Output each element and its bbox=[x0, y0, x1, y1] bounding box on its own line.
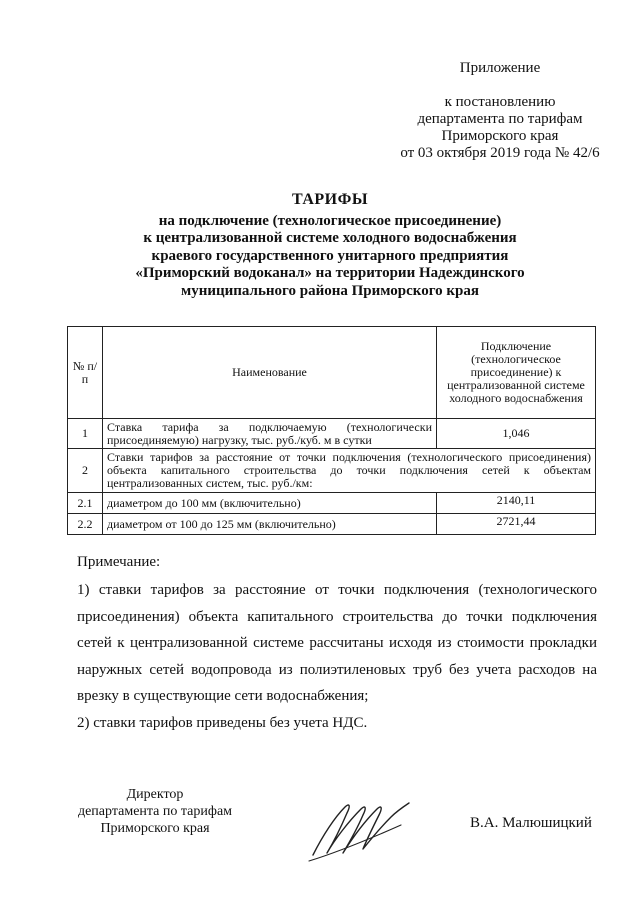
row-name: диаметром от 100 до 125 мм (включительно) bbox=[103, 514, 437, 535]
title-line: «Приморский водоканал» на территории Надеждинского bbox=[135, 265, 525, 281]
note-item: 1) ставки тарифов за расстояние от точки подключения (технологического присоединения) объекта капитального строительства до точки подключения сетей к централизованной системе рассчитаны исходя из стоимости прокладки наружных сетей водопровода из полиэтиленовых труб без учета расходов на врезку в существующие сети водоснабжения; bbox=[77, 582, 597, 704]
row-value: 2140,11 bbox=[437, 493, 596, 514]
appendix-line: к постановлению bbox=[444, 94, 556, 110]
appendix-line: Приморского края bbox=[441, 128, 559, 144]
signatory-name: В.А. Малюшицкий bbox=[470, 815, 592, 831]
notes-label: Примечание: bbox=[77, 554, 161, 570]
row-num: 1 bbox=[68, 419, 103, 449]
table-row bbox=[68, 449, 596, 493]
tariff-table bbox=[67, 326, 596, 535]
title-line: к централизованной системе холодного водоснабжения bbox=[143, 230, 517, 246]
row-name: диаметром до 100 мм (включительно) bbox=[103, 493, 437, 514]
row-num: 2 bbox=[68, 449, 103, 493]
signatory-title-line: департамента по тарифам bbox=[77, 804, 233, 819]
table-row bbox=[68, 493, 596, 514]
notes-section bbox=[77, 554, 597, 736]
title-line: краевого государственного унитарного предприятия bbox=[151, 247, 509, 264]
appendix-line: от 03 октября 2019 года № 42/6 bbox=[400, 145, 600, 161]
table-row bbox=[68, 514, 596, 535]
row-name: Ставки тарифов за расстояние от точки подключения (технологического присоединения) объекта капитального строительства до точки подключения сетей к объектам централизованных систем, тыс. руб./км: bbox=[103, 449, 596, 493]
header-name: Наименование bbox=[103, 327, 437, 419]
appendix-line: департамента по тарифам bbox=[417, 111, 583, 127]
appendix-heading: Приложение bbox=[459, 60, 541, 76]
handwritten-signature bbox=[305, 795, 415, 865]
table-row bbox=[68, 419, 596, 449]
header-value: Подключение (технологическое присоединение) к централизованной системе холодного водоснабжения bbox=[437, 327, 596, 419]
signatory-title-line: Директор bbox=[126, 787, 184, 802]
table-header-row bbox=[68, 327, 596, 419]
row-value: 1,046 bbox=[437, 419, 596, 449]
header-num: № п/п bbox=[68, 327, 103, 419]
appendix-block bbox=[380, 60, 620, 162]
title-line: муниципального района Приморского края bbox=[180, 282, 480, 299]
title-line: на подключение (технологическое присоединение) bbox=[158, 212, 502, 229]
row-value: 2721,44 bbox=[437, 514, 596, 535]
row-num: 2.1 bbox=[68, 493, 103, 514]
signatory-title-line: Приморского края bbox=[100, 821, 210, 836]
row-name: Ставка тарифа за подключаемую (технологически присоединяемую) нагрузку, тыс. руб./куб. м в сутки bbox=[103, 419, 437, 449]
row-num: 2.2 bbox=[68, 514, 103, 535]
document-title bbox=[80, 191, 580, 300]
signatory-title bbox=[60, 786, 250, 837]
title-main: ТАРИФЫ bbox=[291, 191, 369, 208]
note-item: 2) ставки тарифов приведены без учета НДС. bbox=[77, 714, 368, 731]
